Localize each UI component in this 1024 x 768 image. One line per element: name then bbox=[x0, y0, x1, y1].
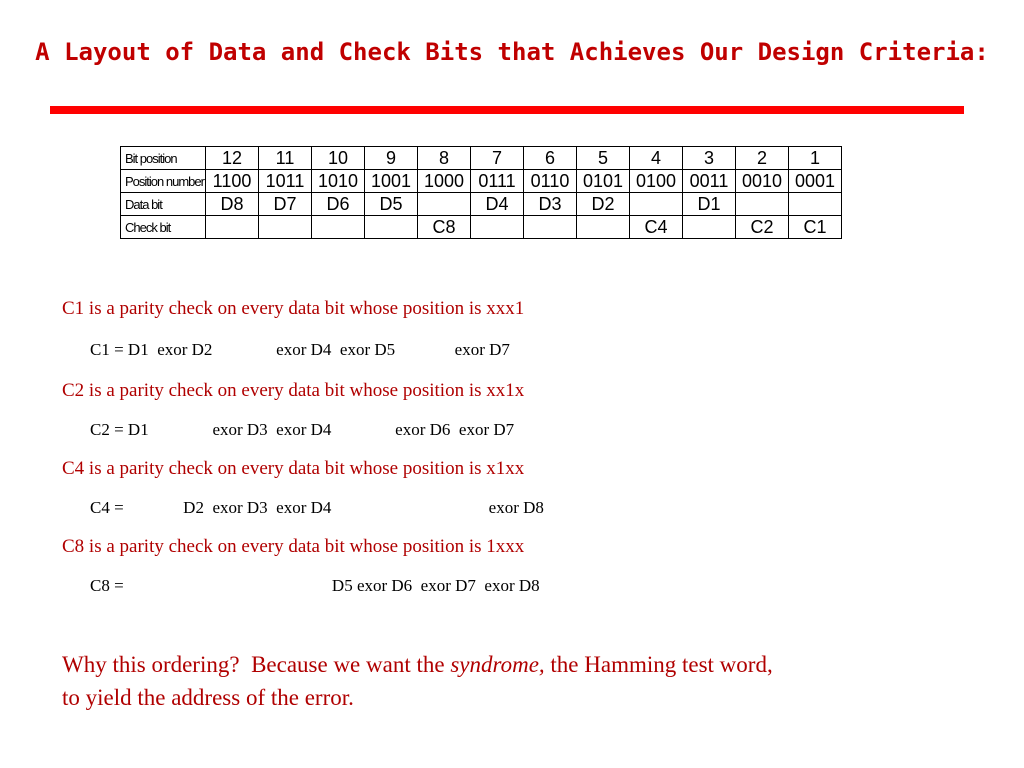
table-cell: 0011 bbox=[683, 170, 736, 193]
closing-text-pre: Why this ordering? Because we want the bbox=[62, 652, 451, 677]
table-cell: 4 bbox=[630, 147, 683, 170]
table-row bbox=[121, 216, 842, 239]
table-cell: D2 bbox=[577, 193, 630, 216]
table-cell: 7 bbox=[471, 147, 524, 170]
table-cell: 11 bbox=[259, 147, 312, 170]
table-row bbox=[121, 170, 842, 193]
table-cell bbox=[630, 193, 683, 216]
table-cell: D4 bbox=[471, 193, 524, 216]
table-cell: 12 bbox=[206, 147, 259, 170]
row-label: Check bit bbox=[121, 216, 206, 239]
table-cell: 0101 bbox=[577, 170, 630, 193]
slide-title: A Layout of Data and Check Bits that Achieves Our Design Criteria: bbox=[35, 38, 989, 66]
c2-equation: C2 = D1 exor D3 exor D4 exor D6 exor D7 bbox=[90, 420, 515, 439]
table-cell: 8 bbox=[418, 147, 471, 170]
table-cell bbox=[736, 193, 789, 216]
table-cell bbox=[312, 216, 365, 239]
row-label: Data bit bbox=[121, 193, 206, 216]
table-cell bbox=[365, 216, 418, 239]
row-label: Position number bbox=[121, 170, 206, 193]
table-cell: D8 bbox=[206, 193, 259, 216]
table-cell: 1100 bbox=[206, 170, 259, 193]
table-cell bbox=[471, 216, 524, 239]
c8-description: C8 is a parity check on every data bit whose position is 1xxx bbox=[62, 536, 525, 557]
table-cell bbox=[524, 216, 577, 239]
table-cell: 0110 bbox=[524, 170, 577, 193]
table-cell: 9 bbox=[365, 147, 418, 170]
table-cell: C8 bbox=[418, 216, 471, 239]
table-cell: 0001 bbox=[789, 170, 842, 193]
table-cell: 0010 bbox=[736, 170, 789, 193]
table-cell bbox=[206, 216, 259, 239]
table-cell: 1010 bbox=[312, 170, 365, 193]
table-cell: C2 bbox=[736, 216, 789, 239]
closing-emphasis: syndrome, bbox=[450, 652, 545, 677]
table-cell bbox=[418, 193, 471, 216]
c4-description: C4 is a parity check on every data bit whose position is x1xx bbox=[62, 458, 525, 479]
table-cell: 3 bbox=[683, 147, 736, 170]
table-row bbox=[121, 147, 842, 170]
table-cell: 1000 bbox=[418, 170, 471, 193]
table-cell: 5 bbox=[577, 147, 630, 170]
table-cell: 2 bbox=[736, 147, 789, 170]
table-cell: D3 bbox=[524, 193, 577, 216]
closing-text-post: the Hamming test word, bbox=[544, 652, 773, 677]
table-row bbox=[121, 193, 842, 216]
c1-equation: C1 = D1 exor D2 exor D4 exor D5 exor D7 bbox=[90, 340, 510, 359]
c1-description: C1 is a parity check on every data bit whose position is xxx1 bbox=[62, 298, 525, 319]
table-cell: D7 bbox=[259, 193, 312, 216]
table-cell bbox=[259, 216, 312, 239]
table-cell: C4 bbox=[630, 216, 683, 239]
table-cell: D5 bbox=[365, 193, 418, 216]
table-cell bbox=[789, 193, 842, 216]
c8-equation: C8 = D5 exor D6 exor D7 exor D8 bbox=[90, 576, 540, 595]
table-cell: 10 bbox=[312, 147, 365, 170]
table-cell bbox=[577, 216, 630, 239]
title-underline bbox=[50, 106, 964, 114]
closing-text-line2: to yield the address of the error. bbox=[62, 685, 354, 710]
table-cell: 1 bbox=[789, 147, 842, 170]
table-cell: 1001 bbox=[365, 170, 418, 193]
table-cell: 6 bbox=[524, 147, 577, 170]
table-cell: D6 bbox=[312, 193, 365, 216]
table-cell: 0100 bbox=[630, 170, 683, 193]
table-cell: D1 bbox=[683, 193, 736, 216]
c2-description: C2 is a parity check on every data bit whose position is xx1x bbox=[62, 380, 525, 401]
table-cell: C1 bbox=[789, 216, 842, 239]
row-label: Bit position bbox=[121, 147, 206, 170]
table-cell: 0111 bbox=[471, 170, 524, 193]
table-cell: 1011 bbox=[259, 170, 312, 193]
closing-paragraph bbox=[62, 648, 773, 714]
bit-layout-table bbox=[120, 146, 842, 239]
c4-equation: C4 = D2 exor D3 exor D4 exor D8 bbox=[90, 498, 544, 517]
table-cell bbox=[683, 216, 736, 239]
